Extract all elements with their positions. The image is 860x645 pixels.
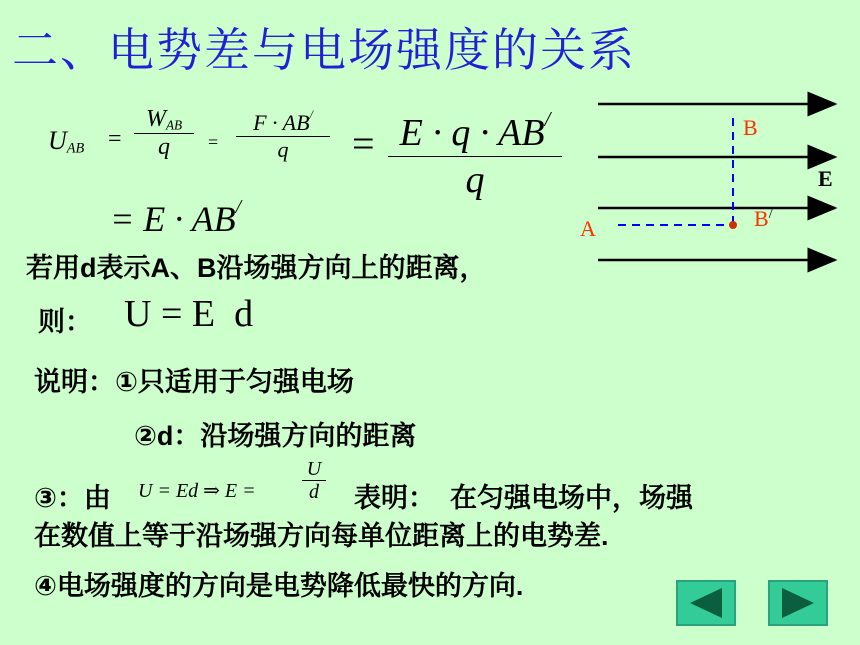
formula-u-eq-ed: U = E d — [124, 293, 254, 335]
fraction-3-denominator: q — [465, 158, 485, 201]
fraction-1-denominator: q — [158, 134, 170, 161]
formula-lhs-sub: AB — [66, 140, 85, 157]
field-diagram — [580, 90, 850, 280]
triangle-right-icon — [770, 582, 826, 624]
formula-inline-a: U = Ed ⇒ E = — [138, 480, 256, 502]
formula-line-2: = E · AB/ — [110, 196, 242, 239]
fraction-2-numerator: F · AB/ — [253, 108, 313, 135]
fraction-w-over-q — [134, 106, 194, 161]
label-b: B — [743, 115, 758, 140]
fraction-2-denominator: q — [277, 136, 289, 162]
text-line-1: 若用d表示A、B沿场强方向上的距离， — [26, 253, 487, 283]
point-bprime-dot — [729, 221, 737, 229]
text-line-5-suffix: 表明： 在匀强电场中，场强 — [354, 483, 694, 513]
formula-lhs — [48, 126, 84, 158]
text-line-6: 在数值上等于沿场强方向每单位距离上的电势差. — [34, 521, 609, 551]
formula-eq-1: = — [108, 126, 122, 152]
formula-lhs-var: U — [48, 126, 67, 155]
label-e: E — [818, 166, 833, 191]
formula-eq-2: = — [208, 132, 219, 152]
fraction-1-numerator: $W_{AB}$ — [145, 106, 183, 133]
formula-eq-3: = — [352, 121, 375, 166]
fraction-u-numerator: U — [306, 458, 322, 480]
fraction-u-over-d — [302, 458, 326, 503]
triangle-left-icon — [678, 582, 734, 624]
label-bprime: B/ — [754, 206, 773, 231]
text-line-2-prefix: 则： — [38, 307, 92, 337]
text-line-3: 说明：①只适用于匀强电场 — [34, 367, 354, 397]
text-line-4: ②d：沿场强方向的距离 — [134, 421, 417, 451]
text-line-5-prefix: ③：由 — [34, 483, 111, 513]
page-title: 二、电势差与电场强度的关系 — [12, 23, 636, 77]
text-line-7: ④电场强度的方向是电势降低最快的方向. — [34, 571, 524, 601]
next-slide-button[interactable] — [768, 580, 828, 626]
prev-slide-button[interactable] — [676, 580, 736, 626]
fraction-d-denominator: d — [309, 481, 319, 503]
label-a: A — [580, 216, 596, 241]
fraction-f-ab-over-q — [236, 108, 330, 163]
fraction-eqab-over-q — [388, 96, 562, 203]
fraction-3-numerator: E · q · AB/ — [399, 107, 551, 154]
